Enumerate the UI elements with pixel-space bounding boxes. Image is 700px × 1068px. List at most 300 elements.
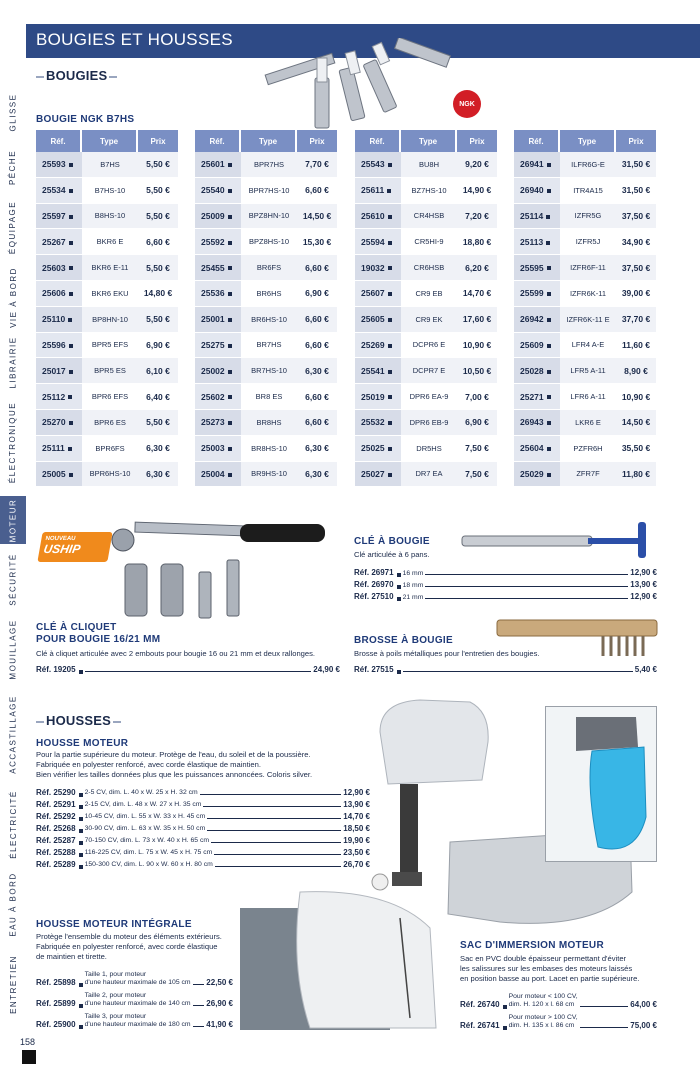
ref-value: 25114 — [520, 210, 544, 221]
table-row — [355, 358, 497, 384]
ref-cell — [514, 410, 560, 436]
ref-cell — [195, 384, 241, 410]
sidebar-item-electricite[interactable] — [0, 784, 26, 864]
ref: Réf. 27515 — [354, 665, 394, 674]
housse-moteur-title: HOUSSE MOTEUR — [36, 738, 129, 749]
price: 18,50 € — [343, 824, 370, 833]
ref-value: 25596 — [42, 339, 66, 350]
ref-cell — [36, 281, 82, 307]
price-cell: 31,50 € — [616, 178, 656, 204]
ref-value: 25609 — [520, 339, 544, 350]
price: 12,90 € — [630, 568, 657, 577]
ref-cell — [36, 178, 82, 204]
price: 26,90 € — [206, 999, 233, 1008]
price-row — [460, 1010, 657, 1030]
ref-cell — [514, 358, 560, 384]
ref-cell — [36, 255, 82, 281]
table-row — [195, 410, 337, 436]
type-cell: BPR6FS — [82, 436, 138, 462]
section-title-bougies: BOUGIES — [34, 68, 119, 83]
ref-value: 25592 — [201, 236, 225, 247]
spec — [85, 992, 191, 1008]
sidebar-item-mouillage[interactable] — [0, 614, 26, 684]
table-row — [36, 358, 178, 384]
ref-value: 25543 — [361, 159, 385, 170]
ref-cell — [195, 410, 241, 436]
table-row — [355, 255, 497, 281]
ref-value: 25599 — [520, 288, 544, 299]
price-cell: 6,60 € — [297, 410, 337, 436]
price-cell: 39,00 € — [616, 281, 656, 307]
ref-cell — [36, 410, 82, 436]
spec — [85, 801, 202, 809]
bougie-subtitle: BOUGIE NGK B7HS — [36, 114, 135, 125]
spec-line: d'une hauteur maximale de 140 cm — [84, 1000, 191, 1007]
price-cell: 14,50 € — [297, 204, 337, 230]
cle-bougie-desc: Clé articulée à 6 pans. — [354, 550, 430, 559]
ref-cell — [355, 281, 401, 307]
price: 41,90 € — [206, 1020, 233, 1029]
table-row — [36, 436, 178, 462]
price-cell: 18,80 € — [457, 229, 497, 255]
type-cell: BP8HN-10 — [82, 307, 138, 333]
price-cell: 9,20 € — [457, 152, 497, 178]
price-cell: 6,60 € — [297, 255, 337, 281]
type-cell: BKR6 EKU — [82, 281, 138, 307]
ref-cell — [36, 333, 82, 359]
sidebar-item-glisse[interactable] — [0, 82, 26, 142]
table-row — [355, 178, 497, 204]
type-cell: B7HS — [82, 152, 138, 178]
cle-cliquet-title: CLÉ À CLIQUET — [36, 622, 117, 633]
spec-line: Taille 2, pour moteur — [84, 992, 147, 999]
ref: Réf. 25292 — [36, 812, 76, 821]
spark-plug-key-image — [458, 520, 658, 560]
sidebar-item-moteur[interactable] — [0, 496, 26, 544]
ngk-logo: NGK — [453, 90, 481, 118]
spec-line: Taille 1, pour moteur — [84, 971, 147, 978]
brosse-desc: Brosse à poils métalliques pour l'entretien des bougies. — [354, 649, 540, 658]
housse-moteur-desc-3: Bien vérifier les tailles données plus que les puissances annoncées. Coloris silver. — [36, 770, 313, 779]
type-cell: BR6HS-10 — [241, 307, 297, 333]
ref: Réf. 26740 — [460, 1000, 500, 1009]
ref-value: 26943 — [520, 417, 544, 428]
ref-value: 25267 — [42, 236, 66, 247]
table-row — [355, 410, 497, 436]
sac-desc-2: les salissures sur les embases des moteurs laissés — [460, 964, 633, 973]
sidebar-item-securite[interactable] — [0, 544, 26, 614]
ref: Réf. 25900 — [36, 1020, 76, 1029]
price-cell: 7,00 € — [457, 384, 497, 410]
table-header: Type — [241, 130, 297, 152]
spec — [85, 825, 206, 833]
type-cell: LKR6 E — [560, 410, 616, 436]
ref-value: 25273 — [201, 417, 225, 428]
table-row — [514, 436, 656, 462]
type-cell: LFR6 A-11 — [560, 384, 616, 410]
ref-value: 25027 — [361, 468, 385, 479]
sidebar-label: PÊCHE — [8, 149, 18, 185]
full-engine-cover-image — [240, 888, 450, 1030]
cle-bougie-row — [354, 589, 657, 601]
spec-line: Taille 3, pour moteur — [84, 1013, 147, 1020]
ref-value: 25025 — [361, 443, 385, 454]
ref-value: 25540 — [201, 185, 225, 196]
ref-value: 26941 — [520, 159, 544, 170]
table-header: Prix — [616, 130, 656, 152]
table-row — [514, 281, 656, 307]
table-row — [195, 333, 337, 359]
price-cell: 6,60 € — [297, 333, 337, 359]
price-cell: 6,90 € — [138, 333, 178, 359]
page-title: BOUGIES ET HOUSSES — [36, 30, 233, 49]
price: 64,00 € — [630, 1000, 657, 1009]
table-row — [36, 281, 178, 307]
ref-cell — [355, 410, 401, 436]
ref-cell — [514, 333, 560, 359]
table-row — [36, 178, 178, 204]
badge-label: NOUVEAU — [44, 536, 76, 542]
price-row — [36, 1009, 233, 1029]
table-row — [514, 152, 656, 178]
ref-cell — [514, 204, 560, 230]
price-cell: 6,30 € — [297, 462, 337, 488]
price: 26,70 € — [343, 860, 370, 869]
cle-bougie-title: CLÉ À BOUGIE — [354, 536, 430, 547]
table-row — [514, 255, 656, 281]
price-row — [36, 785, 370, 797]
type-cell: BR9HS-10 — [241, 462, 297, 488]
price-cell: 7,50 € — [457, 436, 497, 462]
type-cell: IZFR5J — [560, 229, 616, 255]
table-row — [36, 255, 178, 281]
ref-value: 25001 — [201, 314, 225, 325]
price: 13,90 € — [343, 800, 370, 809]
badge-brand: USHIP — [42, 542, 82, 556]
ref-cell — [355, 204, 401, 230]
ref-cell — [355, 307, 401, 333]
sidebar-item-librairie[interactable] — [0, 332, 26, 392]
spec-line: Pour moteur > 100 CV, — [508, 1014, 578, 1021]
type-cell: ITR4A15 — [560, 178, 616, 204]
ref: Réf. 26741 — [460, 1021, 500, 1030]
ref-value: 25111 — [42, 443, 65, 454]
table-row — [355, 204, 497, 230]
spec-line: 10-45 CV, dim. L. 55 x W. 33 x H. 45 cm — [84, 813, 206, 820]
price: 12,90 € — [630, 592, 657, 601]
sac-desc-3: en position basse au port. Lacet en partie supérieure. — [460, 974, 640, 983]
price-row — [36, 833, 370, 845]
type-cell: DPR6 EA-9 — [401, 384, 457, 410]
housse-integrale-desc-1: Protège l'ensemble du moteur des éléments extérieurs. — [36, 932, 222, 941]
type-cell: LFR5 A-11 — [560, 358, 616, 384]
ref-value: 25594 — [361, 236, 385, 247]
table-row — [514, 178, 656, 204]
ref-cell — [36, 462, 82, 488]
table-row — [514, 204, 656, 230]
table-header: Réf. — [514, 130, 560, 152]
table-row — [514, 384, 656, 410]
table-header: Prix — [138, 130, 178, 152]
table-row — [195, 204, 337, 230]
ref-cell — [36, 229, 82, 255]
table-row — [195, 152, 337, 178]
ref: Réf. 25288 — [36, 848, 76, 857]
type-cell: ILFR6G-E — [560, 152, 616, 178]
ref-value: 25270 — [42, 417, 66, 428]
ref-cell — [36, 384, 82, 410]
spec-line: dim. H. 135 x l. 86 cm — [508, 1022, 575, 1029]
ref-cell — [355, 333, 401, 359]
price-cell: 35,50 € — [616, 436, 656, 462]
price-cell: 10,90 € — [616, 384, 656, 410]
ref-cell — [514, 462, 560, 488]
ref-value: 25112 — [42, 391, 66, 402]
spec-line: 2-5 CV, dim. L. 40 x W. 25 x H. 32 cm — [84, 789, 198, 796]
ref-cell — [195, 255, 241, 281]
type-cell: BPR6 EFS — [82, 384, 138, 410]
price-cell: 37,50 € — [616, 204, 656, 230]
type-cell: ZFR7F — [560, 462, 616, 488]
table-row — [195, 255, 337, 281]
immersion-bag-photo — [545, 706, 657, 862]
housse-moteur-desc-1: Pour la partie supérieure du moteur. Protège de l'eau, du soleil et de la poussière. — [36, 750, 311, 759]
ref-value: 25602 — [201, 391, 225, 402]
type-cell: CR9 EK — [401, 307, 457, 333]
price-cell: 7,50 € — [457, 462, 497, 488]
price-cell: 6,10 € — [138, 358, 178, 384]
price-cell: 34,90 € — [616, 229, 656, 255]
type-cell: DCPR7 E — [401, 358, 457, 384]
table-row — [514, 229, 656, 255]
ref-cell — [195, 178, 241, 204]
table-row — [355, 229, 497, 255]
spec — [85, 837, 209, 845]
ref-value: 25606 — [42, 288, 66, 299]
sidebar-item-accastillage[interactable] — [0, 684, 26, 784]
type-cell: B8HS-10 — [82, 204, 138, 230]
ref-cell — [355, 358, 401, 384]
ref: Réf. 25898 — [36, 978, 76, 987]
sidebar-item-entretien[interactable] — [0, 944, 26, 1024]
spec — [85, 1013, 191, 1029]
price-cell: 14,50 € — [616, 410, 656, 436]
table-row — [195, 358, 337, 384]
price-cell: 7,20 € — [457, 204, 497, 230]
ref: Réf. 25289 — [36, 860, 76, 869]
ref-cell — [514, 229, 560, 255]
price-cell: 6,60 € — [297, 178, 337, 204]
price: 22,50 € — [206, 978, 233, 987]
price: 23,50 € — [343, 848, 370, 857]
ref: Réf. 25290 — [36, 788, 76, 797]
ref-value: 25605 — [361, 314, 385, 325]
type-cell: CR5HI-9 — [401, 229, 457, 255]
type-cell: IZFR6K-11 E — [560, 307, 616, 333]
table-header: Type — [401, 130, 457, 152]
price-cell: 10,50 € — [457, 358, 497, 384]
ref-value: 25005 — [42, 468, 66, 479]
table-row — [195, 178, 337, 204]
ref-cell — [355, 255, 401, 281]
ref-value: 26942 — [520, 314, 544, 325]
category-sidebar — [0, 0, 26, 1068]
table-row — [355, 462, 497, 488]
ref-cell — [514, 152, 560, 178]
price-row — [36, 857, 370, 869]
price-cell: 6,40 € — [138, 384, 178, 410]
price-cell: 8,90 € — [616, 358, 656, 384]
table-row — [195, 436, 337, 462]
ref-cell — [195, 229, 241, 255]
ref-cell — [355, 152, 401, 178]
sidebar-label: ÉLECTRONIQUE — [8, 401, 18, 483]
ref-value: 25271 — [520, 391, 544, 402]
ref: Réf. 27510 — [354, 592, 394, 601]
price-row — [36, 797, 370, 809]
ref: Réf. 26971 — [354, 568, 394, 577]
sidebar-label: MOTEUR — [8, 498, 18, 542]
type-cell: BPR7HS — [241, 152, 297, 178]
cle-cliquet-title2: POUR BOUGIE 16/21 MM — [36, 634, 161, 645]
ref-value: 25028 — [520, 365, 544, 376]
table-row — [36, 152, 178, 178]
type-cell: BR6FS — [241, 255, 297, 281]
price: 14,70 € — [343, 812, 370, 821]
type-cell: BR7HS — [241, 333, 297, 359]
ref-value: 25004 — [201, 468, 225, 479]
spec-line: 70-150 CV, dim. L. 73 x W. 40 x H. 65 cm — [84, 837, 210, 844]
ref-cell — [514, 178, 560, 204]
type-cell: CR4HSB — [401, 204, 457, 230]
sidebar-item-equipage[interactable] — [0, 192, 26, 262]
price-cell: 6,20 € — [457, 255, 497, 281]
ref-cell — [195, 307, 241, 333]
price-cell: 11,80 € — [616, 462, 656, 488]
table-row — [355, 333, 497, 359]
table-row — [514, 307, 656, 333]
spec-line: 116-225 CV, dim. L. 75 x W. 45 x H. 75 cm — [84, 849, 213, 856]
type-cell: BPR6HS-10 — [82, 462, 138, 488]
ref-cell — [36, 204, 82, 230]
ref-value: 25597 — [42, 210, 66, 221]
ref-value: 25534 — [42, 185, 66, 196]
size: 21 mm — [402, 594, 424, 601]
ref-value: 25607 — [361, 288, 385, 299]
table-header: Type — [82, 130, 138, 152]
ref-value: 25595 — [520, 262, 544, 273]
type-cell: BPZ8HN-10 — [241, 204, 297, 230]
housse-moteur-desc-2: Fabriquée en polyester renforcé, avec corde élastique de maintien. — [36, 760, 261, 769]
sidebar-item-peche[interactable] — [0, 142, 26, 192]
price-cell: 10,90 € — [457, 333, 497, 359]
ref-value: 25604 — [520, 443, 544, 454]
table-row — [514, 333, 656, 359]
price-cell: 6,90 € — [297, 281, 337, 307]
type-cell: DR5HS — [401, 436, 457, 462]
ref-cell — [355, 229, 401, 255]
spec-line: 2-15 CV, dim. L. 48 x W. 27 x H. 35 cm — [84, 801, 202, 808]
type-cell: BR7HS-10 — [241, 358, 297, 384]
cle-cliquet-desc: Clé à cliquet articulée avec 2 embouts pour bougie 16 ou 21 mm et deux rallonges. — [36, 649, 316, 658]
ref-value: 25017 — [42, 365, 66, 376]
ref-cell — [36, 358, 82, 384]
sidebar-item-vie-a-bord[interactable] — [0, 262, 26, 332]
type-cell: DPR6 EB-9 — [401, 410, 457, 436]
price-cell: 11,60 € — [616, 333, 656, 359]
type-cell: DR7 EA — [401, 462, 457, 488]
spark-plugs-image — [255, 38, 455, 130]
price-cell: 5,50 € — [138, 410, 178, 436]
spark-plug-table — [36, 130, 178, 487]
sac-title: SAC D'IMMERSION MOTEUR — [460, 940, 604, 951]
table-row — [514, 410, 656, 436]
ref-cell — [355, 178, 401, 204]
type-cell: LFR4 A-E — [560, 333, 616, 359]
page-number: 158 — [20, 1037, 36, 1047]
spec-line: 150-300 CV, dim. L. 90 x W. 60 x H. 80 cm — [84, 861, 213, 868]
ref-value: 25113 — [520, 236, 544, 247]
price-row — [36, 967, 233, 987]
price-row — [460, 989, 657, 1009]
sidebar-label: SÉCURITÉ — [8, 552, 18, 606]
type-cell: B7HS-10 — [82, 178, 138, 204]
type-cell: CR9 EB — [401, 281, 457, 307]
housse-integrale-desc-3: de maintien et tirette. — [36, 952, 107, 961]
table-row — [355, 307, 497, 333]
sidebar-item-electronique[interactable] — [0, 392, 26, 492]
ref-cell — [195, 462, 241, 488]
ref-cell — [355, 462, 401, 488]
table-row — [36, 333, 178, 359]
price-cell: 6,30 € — [138, 462, 178, 488]
ref-value: 25536 — [201, 288, 225, 299]
price-cell: 15,30 € — [297, 229, 337, 255]
sidebar-label: LIBRAIRIE — [8, 335, 18, 389]
ref: Réf. 26970 — [354, 580, 394, 589]
table-row — [36, 384, 178, 410]
brosse-title: BROSSE À BOUGIE — [354, 635, 453, 646]
spark-plug-table — [514, 130, 656, 487]
spec-line: Pour moteur < 100 CV, — [508, 993, 578, 1000]
price: 19,90 € — [343, 836, 370, 845]
spec-line: d'une hauteur maximale de 180 cm — [84, 1021, 191, 1028]
table-row — [355, 436, 497, 462]
type-cell: BR8 ES — [241, 384, 297, 410]
housse-integrale-desc-2: Fabriquée en polyester renforcé, avec corde élastique — [36, 942, 218, 951]
ref-cell — [355, 436, 401, 462]
type-cell: BR6HS — [241, 281, 297, 307]
ref-value: 25029 — [520, 468, 544, 479]
ref-cell — [195, 436, 241, 462]
type-cell: PZFR6H — [560, 436, 616, 462]
ref-cell — [36, 152, 82, 178]
ref-cell — [195, 358, 241, 384]
type-cell: DCPR6 E — [401, 333, 457, 359]
price-cell: 5,50 € — [138, 204, 178, 230]
ref-value: 25455 — [201, 262, 225, 273]
sidebar-label: GLISSE — [8, 93, 18, 131]
table-row — [36, 307, 178, 333]
price-cell: 14,90 € — [457, 178, 497, 204]
table-row — [195, 307, 337, 333]
table-header: Réf. — [355, 130, 401, 152]
price-cell: 37,50 € — [616, 255, 656, 281]
sidebar-item-eau-a-bord[interactable] — [0, 864, 26, 944]
type-cell: BU8H — [401, 152, 457, 178]
ref-cell — [36, 436, 82, 462]
type-cell: IZFR6K-11 — [560, 281, 616, 307]
